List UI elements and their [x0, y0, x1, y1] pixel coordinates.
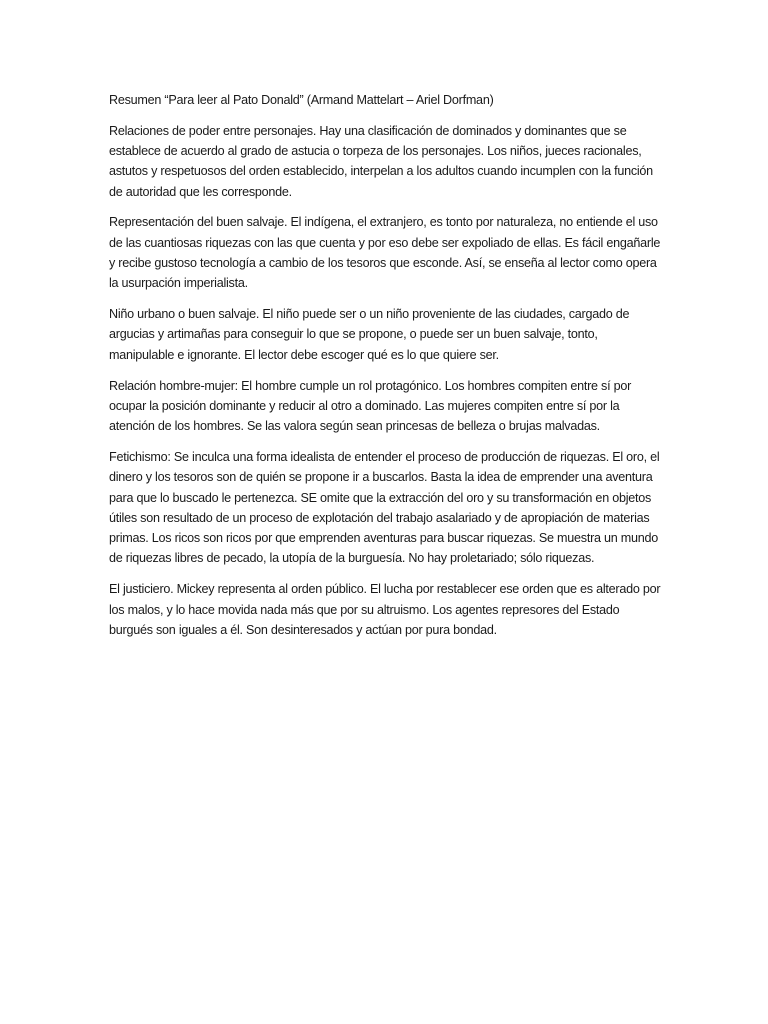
paragraph-fetichismo: Fetichismo: Se inculca una forma idealista de entender el proceso de producción de riquezas. El oro, el dinero y los tesoros son de quién se propone ir a buscarlos. Basta la idea de emprender una aventura para que lo buscado le pertenezca. SE omite que la extracción del oro y su transformación en objetos útiles son resultado de un proceso de explotación del trabajo asalariado y de apropiación de materias primas. Los ricos son ricos por que emprenden aventuras para buscar riquezas. Se muestra un mundo de riquezas libres de pecado, la utopía de la burguesía. No hay proletariado; sólo riquezas.	[109, 449, 660, 566]
paragraph-relaciones-de-poder: Relaciones de poder entre personajes. Hay una clasificación de dominados y dominantes que se establece de acuerdo al grado de astucia o torpeza de los personajes. Los niños, jueces racionales, astutos y respetuosos del orden establecido, interpelan a los adultos cuando incumplen con la función de autoridad que les corresponde.	[109, 123, 653, 199]
document-page	[109, 90, 661, 651]
paragraph-buen-salvaje: Representación del buen salvaje. El indígena, el extranjero, es tonto por naturaleza, no entiende el uso de las cuantiosas riquezas con las que cuenta y por eso debe ser expoliado de ellas. Es fácil engañarle y recibe gustoso tecnología a cambio de los tesoros que esconde. Así, se enseña al lector como opera la usurpación imperialista.	[109, 215, 661, 291]
paragraph-hombre-mujer: Relación hombre-mujer: El hombre cumple un rol protagónico. Los hombres compiten entre sí por ocupar la posición dominante y reducir al otro a dominado. Las mujeres compiten entre sí por la atención de los hombres. Se las valora según sean princesas de belleza o brujas malvadas.	[109, 378, 632, 434]
document-title: Resumen “Para leer al Pato Donald” (Armand Mattelart – Ariel Dorfman)	[109, 93, 494, 107]
paragraph-nino-urbano: Niño urbano o buen salvaje. El niño puede ser o un niño proveniente de las ciudades, cargado de argucias y artimañas para conseguir lo que se propone, o puede ser un buen salvaje, tonto, manipulable e ignorante. El lector debe escoger qué es lo que quiere ser.	[109, 307, 630, 362]
paragraph-justiciero: El justiciero. Mickey representa al orden público. El lucha por restablecer ese orden que es alterado por los malos, y lo hace movida nada más que por su altruismo. Los agentes represores del Estado burgués son iguales a él. Son desinteresados y actúan por pura bondad.	[109, 582, 661, 637]
